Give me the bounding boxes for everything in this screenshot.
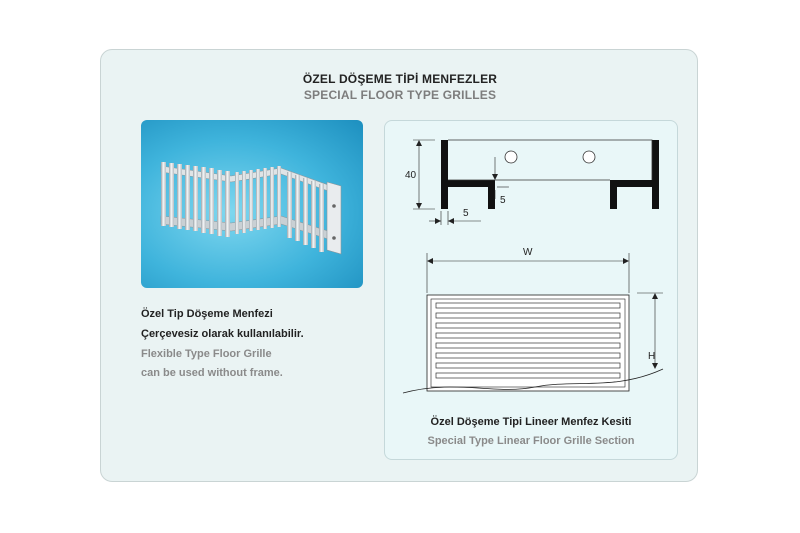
product-note-tr: Çerçevesiz olarak kullanılabilir. xyxy=(141,328,304,340)
section-drawing-panel xyxy=(384,120,678,460)
lip-height-dimension: 5 xyxy=(500,195,506,206)
section-drawing xyxy=(385,121,677,411)
page-title: ÖZEL DÖŞEME TİPİ MENFEZLER xyxy=(302,72,498,86)
height-label: H xyxy=(648,351,656,362)
height-dimension: 40 xyxy=(405,170,417,181)
product-photo xyxy=(141,120,363,288)
section-caption-tr: Özel Döşeme Tipi Lineer Menfez Kesiti xyxy=(430,416,632,428)
section-caption-en: Special Type Linear Floor Grille Section xyxy=(427,435,635,447)
width-dimension: W xyxy=(523,247,533,258)
content-card xyxy=(100,49,698,482)
product-note-en: can be used without frame. xyxy=(141,367,283,379)
flexible-grille-image xyxy=(141,120,363,288)
page-subtitle: SPECIAL FLOOR TYPE GRILLES xyxy=(303,88,497,102)
product-name-tr: Özel Tip Döşeme Menfezi xyxy=(141,308,273,320)
foot-width-dimension: 5 xyxy=(463,208,469,219)
product-name-en: Flexible Type Floor Grille xyxy=(141,348,272,360)
